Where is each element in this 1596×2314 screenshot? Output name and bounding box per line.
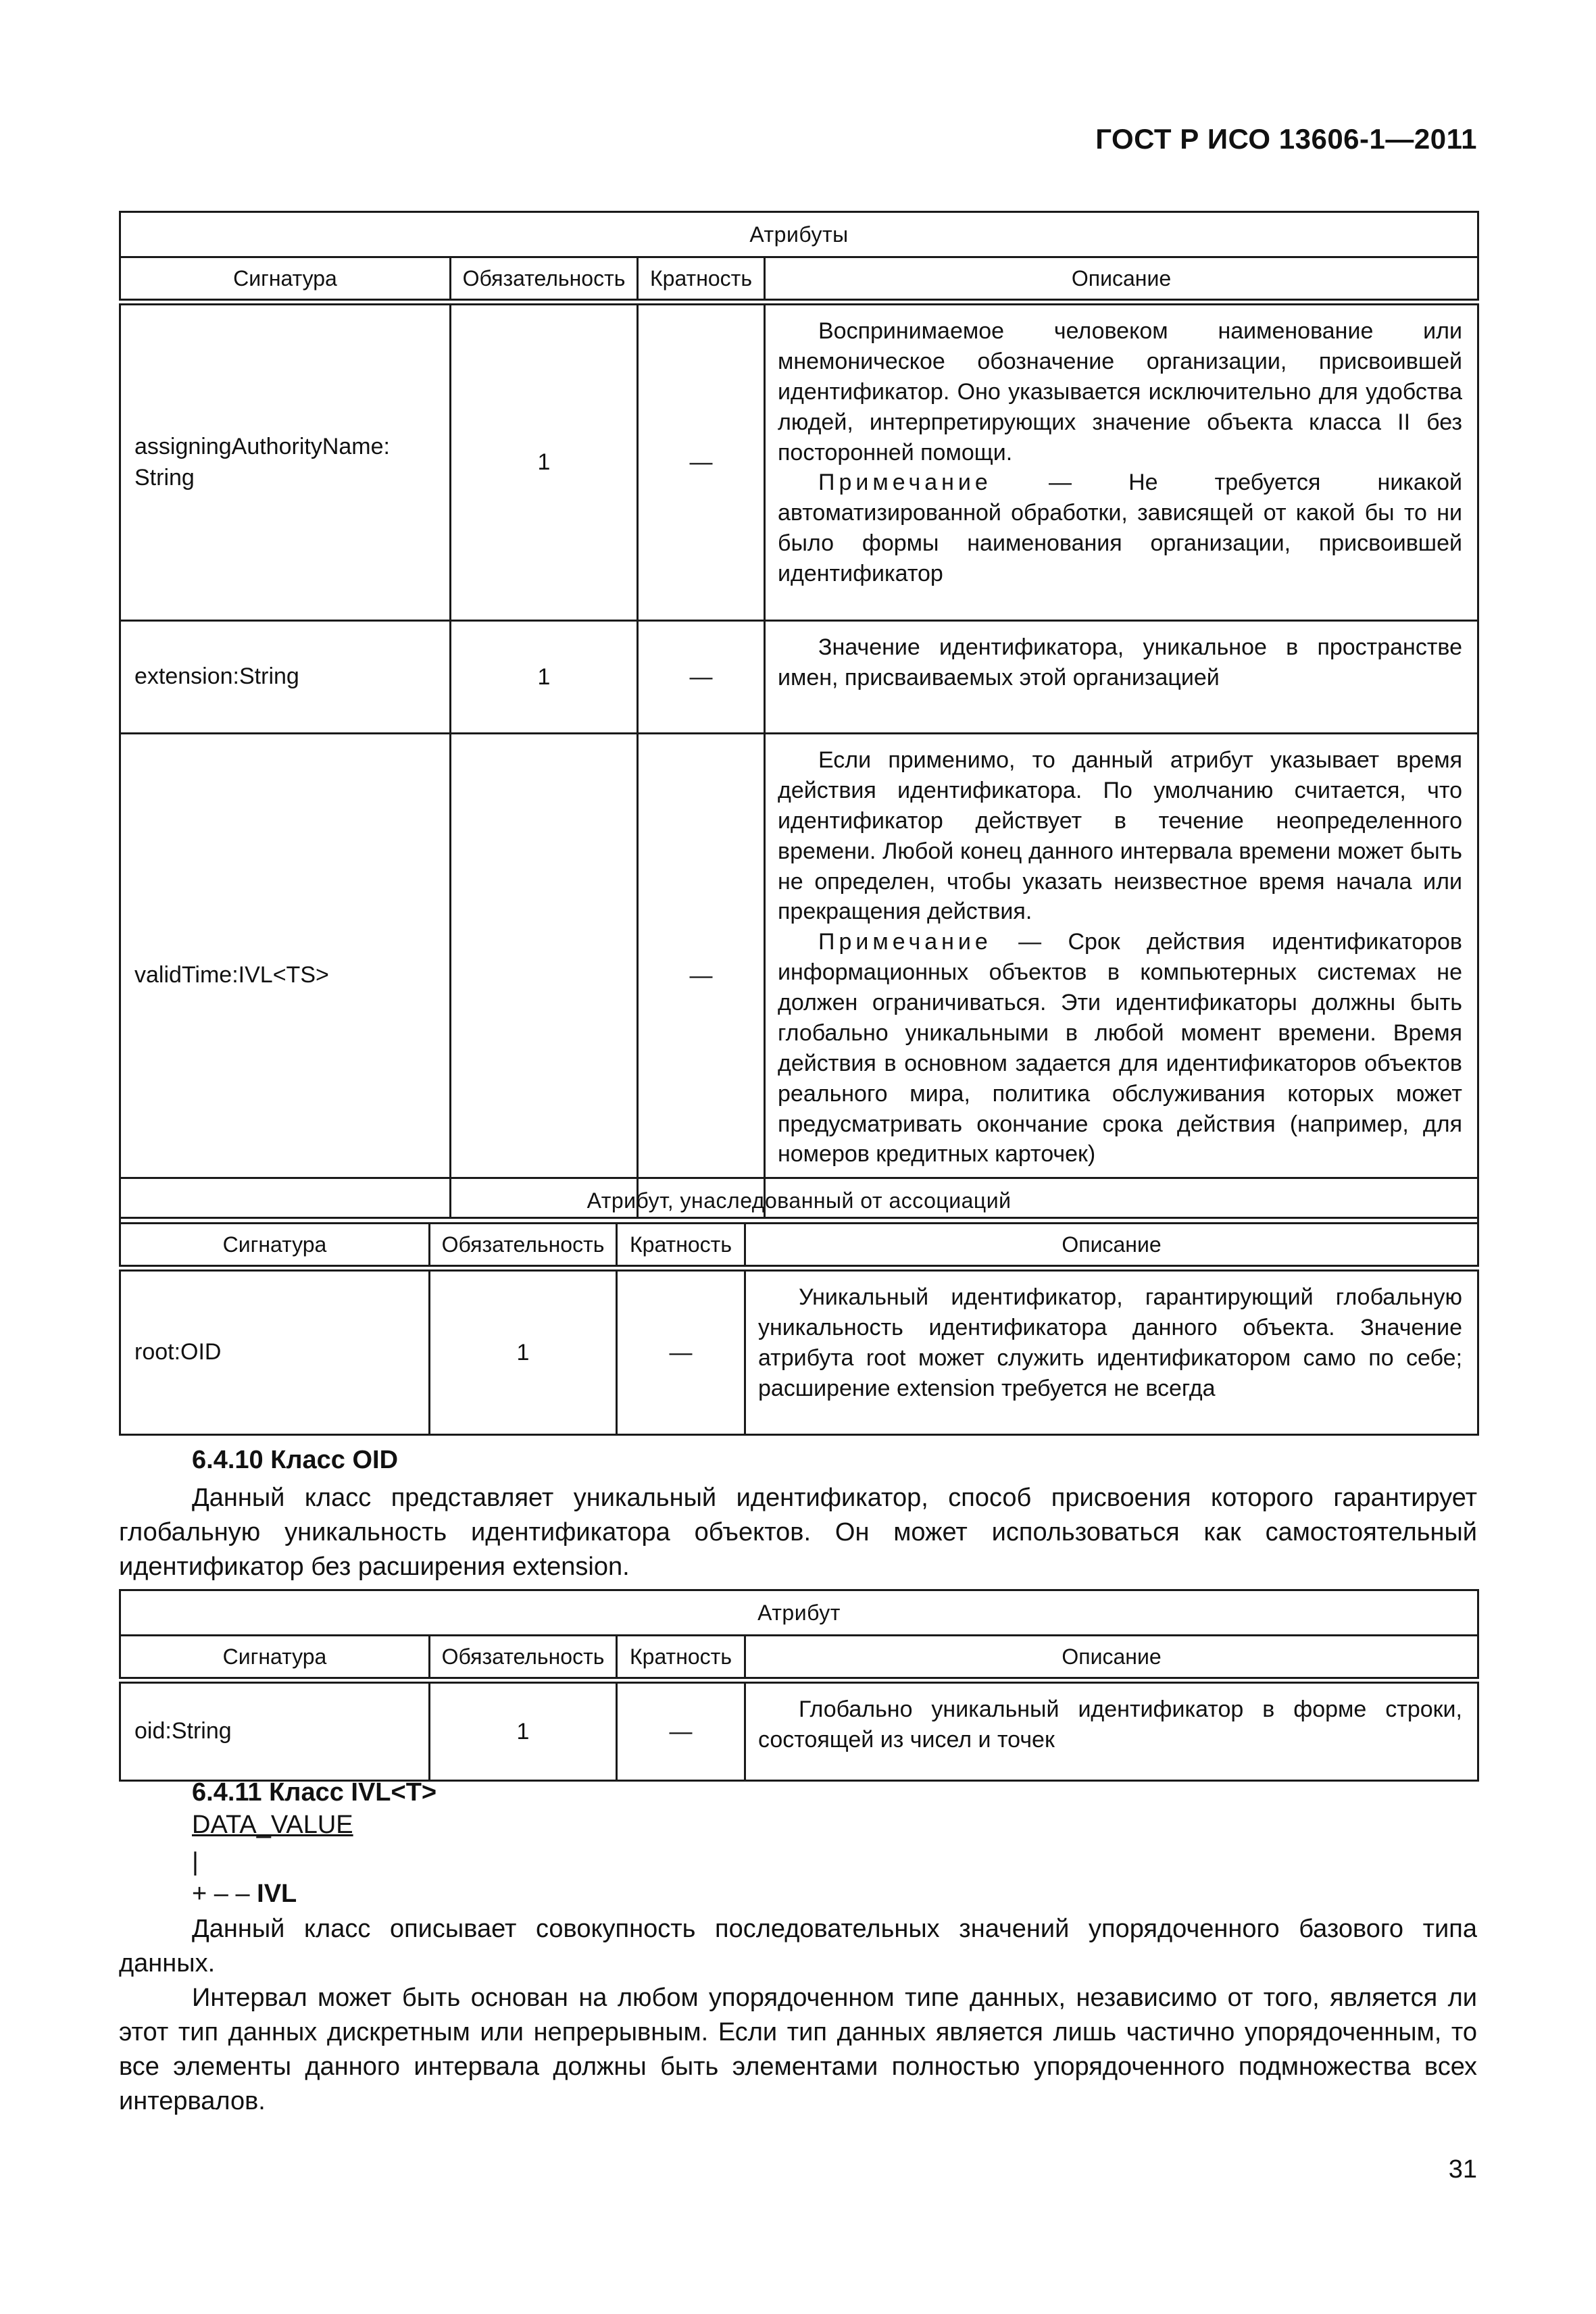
table-row bbox=[120, 1268, 1478, 1435]
column-header-description: Описание bbox=[765, 257, 1478, 303]
signature-cell: oid:String bbox=[120, 1680, 430, 1781]
mandatory-cell: 1 bbox=[451, 621, 638, 734]
multiplicity-cell: — bbox=[638, 621, 765, 734]
diagram-connector: | bbox=[192, 1848, 199, 1876]
note-paragraph bbox=[778, 468, 1462, 589]
mandatory-cell: 1 bbox=[430, 1680, 617, 1781]
column-header-multiplicity: Кратность bbox=[638, 257, 765, 303]
signature-cell: root:OID bbox=[120, 1268, 430, 1435]
table-row bbox=[120, 302, 1478, 621]
document-code: ГОСТ Р ИСО 13606-1—2011 bbox=[1095, 123, 1477, 155]
description-cell bbox=[765, 621, 1478, 734]
description-cell bbox=[745, 1680, 1478, 1781]
column-header-mandatory: Обязательность bbox=[430, 1224, 617, 1269]
multiplicity-cell: — bbox=[638, 302, 765, 621]
page-number: 31 bbox=[1448, 2155, 1477, 2184]
multiplicity-cell: — bbox=[617, 1268, 745, 1435]
column-header-mandatory: Обязательность bbox=[451, 257, 638, 303]
table-row bbox=[120, 734, 1478, 1218]
note-label: Примечание bbox=[818, 470, 992, 496]
description-text: Глобально уникальный идентификатор в форме строки, состоящей из чисел и точек bbox=[758, 1696, 1462, 1753]
diagram-child-line bbox=[192, 1880, 297, 1909]
note-paragraph bbox=[778, 927, 1462, 1169]
column-header-description: Описание bbox=[745, 1224, 1478, 1269]
inherited-attribute-table bbox=[119, 1177, 1479, 1436]
mandatory-cell: 1 bbox=[451, 302, 638, 621]
diagram-branch: + – – bbox=[192, 1880, 257, 1908]
diagram-child-class: IVL bbox=[257, 1880, 297, 1908]
column-header-multiplicity: Кратность bbox=[617, 1636, 745, 1681]
section-paragraphs-ivl bbox=[119, 1912, 1477, 2118]
description-text: Значение идентификатора, уникальное в пространстве имен, присваиваемых этой организацией bbox=[778, 634, 1462, 690]
table-title: Атрибут, унаследованный от ассоциаций bbox=[120, 1178, 1478, 1224]
paragraph: Данный класс представляет уникальный идентификатор, способ присвоения которого гарантирует глобальную уникальность идентификатора объектов. Он может использоваться как самостоятельный идентификатор без расширения extension. bbox=[119, 1484, 1477, 1581]
table-row bbox=[120, 1680, 1478, 1781]
mandatory-cell: 1 bbox=[430, 1268, 617, 1435]
multiplicity-cell: — bbox=[617, 1680, 745, 1781]
section-paragraph-oid bbox=[119, 1481, 1477, 1584]
table-row bbox=[120, 621, 1478, 734]
table-title: Атрибуты bbox=[120, 212, 1478, 257]
description-cell bbox=[765, 302, 1478, 621]
description-text: Если применимо, то данный атрибут указывает время действия идентификатора. По умолчанию считается, что идентификатор действует в течение неопределенного времени. Любой конец данного интервала времени может быть не определен, чтобы указать неизвестное время начала или прекращения действия. bbox=[778, 747, 1462, 925]
oid-attribute-table bbox=[119, 1589, 1479, 1782]
section-heading-oid: 6.4.10 Класс OID bbox=[192, 1446, 399, 1474]
table-title: Атрибут bbox=[120, 1590, 1478, 1636]
description-text: Уникальный идентификатор, гарантирующий глобальную уникальность идентификатора данного объекта. Значение атрибута root может служить идентификатором само по себе; расширение extension требуется не всегда bbox=[758, 1284, 1463, 1401]
mandatory-cell bbox=[451, 734, 638, 1218]
signature-cell: validTime:IVL<TS> bbox=[120, 734, 451, 1218]
column-header-signature: Сигнатура bbox=[120, 257, 451, 303]
note-text: — Не требуется никакой автоматизированной обработки, зависящей от какой бы то ни было формы наименования организации, присвоившей идентификатор bbox=[778, 470, 1462, 586]
note-text: — Срок действия идентификаторов информационных объектов в компьютерных системах не должен ограничиваться. Эти идентификаторы должны быть глобально уникальными в любой момент времени. Время действия в основном задается для идентификаторов объектов реального мира, политика обслуживания которых может предусматривать окончание срока действия (например, для номеров кредитных карточек) bbox=[778, 929, 1462, 1167]
attributes-table bbox=[119, 211, 1479, 1219]
description-cell bbox=[745, 1268, 1478, 1435]
paragraph: Данный класс описывает совокупность последовательных значений упорядоченного базового типа данных. bbox=[119, 1915, 1477, 1978]
description-text: Воспринимаемое человеком наименование или мнемоническое обозначение организации, присвоившей идентификатор. Оно указывается исключительно для удобства людей, интерпретирующих значение объекта класса II без посторонней помощи. bbox=[778, 318, 1462, 466]
column-header-signature: Сигнатура bbox=[120, 1636, 430, 1681]
column-header-signature: Сигнатура bbox=[120, 1224, 430, 1269]
signature-cell: extension:String bbox=[120, 621, 451, 734]
description-cell bbox=[765, 734, 1478, 1218]
signature-cell: assigningAuthorityName: String bbox=[120, 302, 451, 621]
section-heading-ivl: 6.4.11 Класс IVL<T> bbox=[192, 1778, 437, 1807]
multiplicity-cell: — bbox=[638, 734, 765, 1218]
diagram-parent-class: DATA_VALUE bbox=[192, 1811, 353, 1839]
note-label: Примечание bbox=[818, 929, 992, 955]
paragraph: Интервал может быть основан на любом упорядоченном типе данных, независимо от того, является ли этот тип данных дискретным или непрерывным. Если тип данных является лишь частично упорядоченным, то все элементы данного интервала должны быть элементами полностью упорядоченного подмножества всех интервалов. bbox=[119, 1983, 1477, 2115]
column-header-mandatory: Обязательность bbox=[430, 1636, 617, 1681]
column-header-multiplicity: Кратность bbox=[617, 1224, 745, 1269]
column-header-description: Описание bbox=[745, 1636, 1478, 1681]
